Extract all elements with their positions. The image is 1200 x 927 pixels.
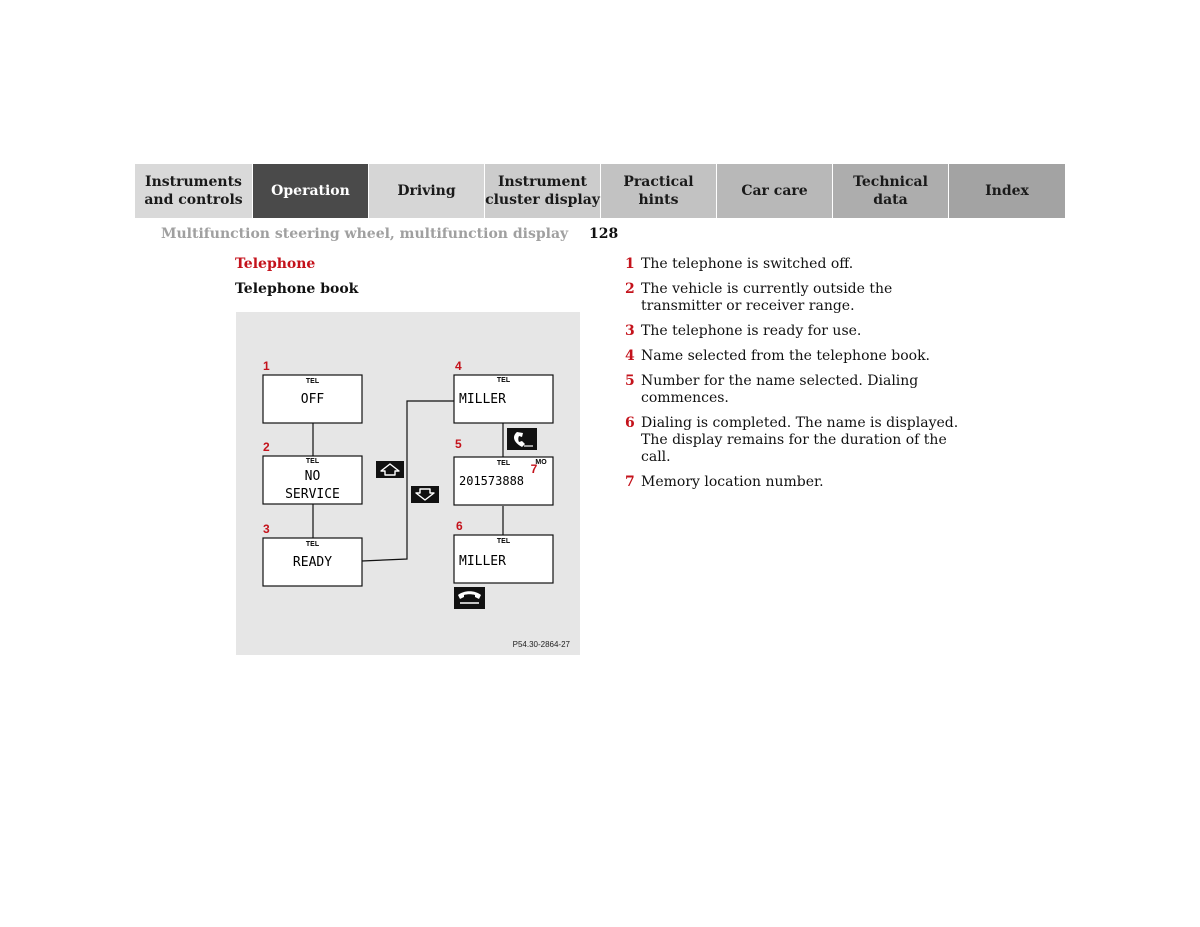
item-number: 3 bbox=[625, 323, 635, 339]
tel-tag: TEL bbox=[496, 460, 511, 467]
item-number: 7 bbox=[625, 474, 635, 490]
tab-operation[interactable]: Operation bbox=[253, 164, 369, 218]
display-text: MILLER bbox=[459, 554, 506, 569]
display-text: OFF bbox=[300, 392, 325, 407]
list-item bbox=[625, 281, 975, 315]
list-item bbox=[625, 415, 975, 466]
display-text: SERVICE bbox=[285, 487, 340, 502]
list-item bbox=[625, 348, 975, 365]
list-item bbox=[625, 373, 975, 407]
display-number: 4 bbox=[455, 359, 462, 373]
display-number: 2 bbox=[263, 440, 270, 454]
arrow-down-button-icon bbox=[411, 486, 439, 503]
page-number: 128 bbox=[589, 226, 619, 242]
display-text: READY bbox=[292, 555, 333, 570]
tab-technical-data[interactable]: Technical data bbox=[833, 164, 949, 218]
display-text: NO bbox=[304, 469, 321, 484]
item-number: 1 bbox=[625, 256, 635, 272]
item-text: The telephone is switched off. bbox=[641, 256, 854, 272]
display-number: 6 bbox=[456, 519, 463, 533]
tab-driving[interactable]: Driving bbox=[369, 164, 485, 218]
list-item bbox=[625, 256, 975, 273]
tel-tag: TEL bbox=[305, 458, 320, 465]
display-text: MILLER bbox=[459, 392, 506, 407]
tel-tag: TEL bbox=[305, 378, 320, 385]
arrow-up-button-icon bbox=[376, 461, 404, 478]
section-title: Telephone bbox=[235, 256, 316, 272]
item-number: 6 bbox=[625, 415, 635, 431]
display-4 bbox=[454, 359, 553, 423]
display-text: 201573888 bbox=[459, 474, 525, 488]
tab-car-care[interactable]: Car care bbox=[717, 164, 833, 218]
memory-tag: MO bbox=[535, 459, 547, 466]
tel-tag: TEL bbox=[496, 538, 511, 545]
callout-number: 7 bbox=[530, 462, 538, 476]
display-1 bbox=[263, 359, 362, 423]
list-item bbox=[625, 323, 975, 340]
chapter-nav bbox=[135, 164, 1065, 218]
subsection-title: Telephone book bbox=[235, 281, 359, 297]
display-number: 1 bbox=[263, 359, 270, 373]
list-item bbox=[625, 474, 975, 491]
item-text: Name selected from the telephone book. bbox=[641, 348, 930, 364]
legend-list bbox=[625, 256, 975, 499]
item-text: Number for the name selected. Dialing commences. bbox=[641, 373, 919, 406]
item-text: The telephone is ready for use. bbox=[641, 323, 862, 339]
tab-instrument-cluster-display[interactable]: Instrument cluster display bbox=[485, 164, 601, 218]
tel-tag: TEL bbox=[496, 377, 511, 384]
figure-code: P54.30-2864-27 bbox=[512, 640, 570, 649]
item-text: Dialing is completed. The name is displayed. The display remains for the duration of the call. bbox=[641, 415, 959, 465]
item-number: 2 bbox=[625, 281, 635, 297]
telephone-book-diagram bbox=[236, 312, 580, 655]
item-text: Memory location number. bbox=[641, 474, 824, 490]
display-number: 5 bbox=[455, 437, 462, 451]
phone-pickup-icon bbox=[507, 428, 537, 450]
tab-practical-hints[interactable]: Practical hints bbox=[601, 164, 717, 218]
tab-instruments-and-controls[interactable]: Instruments and controls bbox=[135, 164, 253, 218]
display-number: 3 bbox=[263, 522, 270, 536]
item-text: The vehicle is currently outside the transmitter or receiver range. bbox=[641, 281, 893, 314]
page-header-title: Multifunction steering wheel, multifunction display bbox=[161, 226, 569, 242]
item-number: 4 bbox=[625, 348, 635, 364]
tel-tag: TEL bbox=[305, 541, 320, 548]
tab-index[interactable]: Index bbox=[949, 164, 1065, 218]
phone-hangup-icon bbox=[454, 587, 485, 609]
item-number: 5 bbox=[625, 373, 635, 389]
